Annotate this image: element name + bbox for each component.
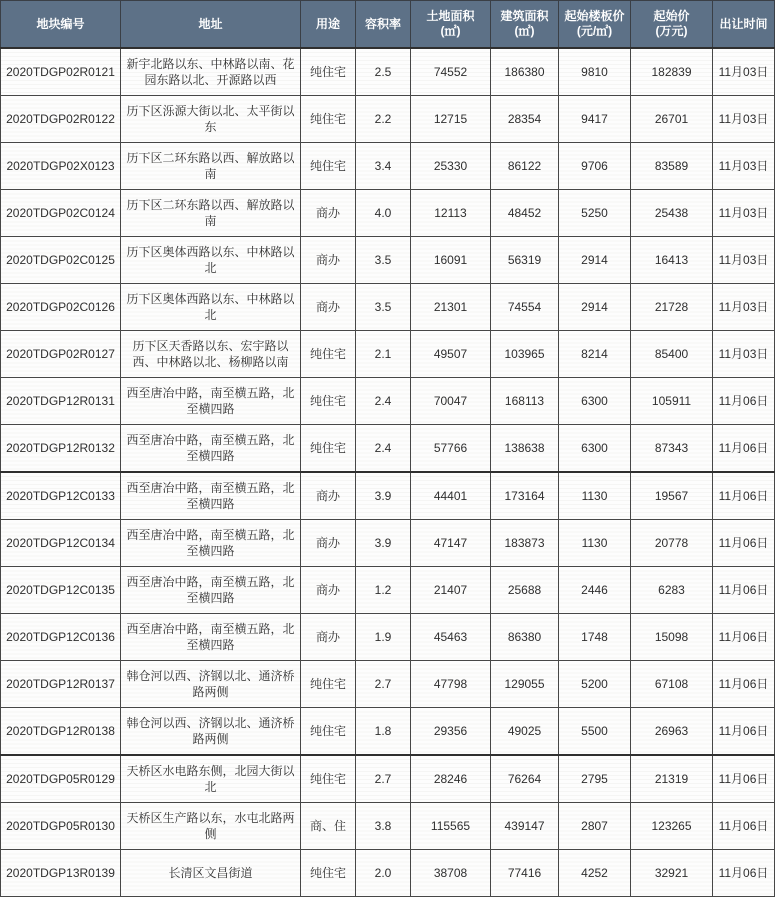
column-header-plot_ratio bbox=[356, 1, 411, 49]
cell-use: 纯住宅 bbox=[301, 331, 356, 378]
column-header-label: 土地面积 bbox=[426, 9, 475, 23]
cell-parcel_id: 2020TDGP02R0121 bbox=[1, 48, 121, 96]
table-row bbox=[1, 708, 775, 756]
cell-start_price: 26701 bbox=[631, 96, 713, 143]
cell-sale_date: 11月06日 bbox=[713, 708, 775, 756]
cell-build_area: 49025 bbox=[491, 708, 559, 756]
cell-build_area: 76264 bbox=[491, 755, 559, 803]
cell-land_area: 21301 bbox=[411, 284, 491, 331]
cell-floor_price: 1130 bbox=[559, 472, 631, 520]
cell-use: 商、住 bbox=[301, 803, 356, 850]
cell-plot_ratio: 1.9 bbox=[356, 614, 411, 661]
cell-sale_date: 11月06日 bbox=[713, 850, 775, 897]
cell-parcel_id: 2020TDGP12C0135 bbox=[1, 567, 121, 614]
cell-build_area: 56319 bbox=[491, 237, 559, 284]
cell-start_price: 16413 bbox=[631, 237, 713, 284]
cell-build_area: 183873 bbox=[491, 520, 559, 567]
cell-use: 商办 bbox=[301, 237, 356, 284]
cell-plot_ratio: 3.5 bbox=[356, 284, 411, 331]
table-row bbox=[1, 755, 775, 803]
cell-build_area: 439147 bbox=[491, 803, 559, 850]
cell-parcel_id: 2020TDGP12R0131 bbox=[1, 378, 121, 425]
cell-land_area: 45463 bbox=[411, 614, 491, 661]
cell-start_price: 25438 bbox=[631, 190, 713, 237]
cell-sale_date: 11月06日 bbox=[713, 472, 775, 520]
column-header-floor_price bbox=[559, 1, 631, 49]
cell-start_price: 20778 bbox=[631, 520, 713, 567]
cell-start_price: 105911 bbox=[631, 378, 713, 425]
table-row bbox=[1, 567, 775, 614]
cell-parcel_id: 2020TDGP12C0136 bbox=[1, 614, 121, 661]
cell-land_area: 115565 bbox=[411, 803, 491, 850]
cell-address: 天桥区生产路以东，水屯北路两侧 bbox=[121, 803, 301, 850]
cell-parcel_id: 2020TDGP02C0124 bbox=[1, 190, 121, 237]
cell-use: 商办 bbox=[301, 190, 356, 237]
cell-use: 纯住宅 bbox=[301, 755, 356, 803]
cell-plot_ratio: 3.9 bbox=[356, 520, 411, 567]
column-header-parcel_id bbox=[1, 1, 121, 49]
column-header-address bbox=[121, 1, 301, 49]
cell-start_price: 26963 bbox=[631, 708, 713, 756]
cell-floor_price: 1748 bbox=[559, 614, 631, 661]
table-row bbox=[1, 850, 775, 897]
cell-plot_ratio: 3.5 bbox=[356, 237, 411, 284]
cell-land_area: 28246 bbox=[411, 755, 491, 803]
table-body bbox=[1, 48, 775, 897]
column-header-label: 出让时间 bbox=[719, 16, 768, 31]
cell-sale_date: 11月06日 bbox=[713, 378, 775, 425]
table-row bbox=[1, 425, 775, 473]
table-row bbox=[1, 472, 775, 520]
cell-start_price: 6283 bbox=[631, 567, 713, 614]
table-row bbox=[1, 614, 775, 661]
cell-use: 商办 bbox=[301, 614, 356, 661]
cell-use: 纯住宅 bbox=[301, 661, 356, 708]
cell-floor_price: 9417 bbox=[559, 96, 631, 143]
column-header-unit: (㎡) bbox=[440, 24, 461, 38]
column-header-label: 起始楼板价 bbox=[564, 9, 625, 23]
cell-build_area: 28354 bbox=[491, 96, 559, 143]
cell-build_area: 25688 bbox=[491, 567, 559, 614]
cell-start_price: 67108 bbox=[631, 661, 713, 708]
cell-plot_ratio: 2.7 bbox=[356, 661, 411, 708]
table-row bbox=[1, 284, 775, 331]
cell-use: 纯住宅 bbox=[301, 378, 356, 425]
cell-plot_ratio: 2.5 bbox=[356, 48, 411, 96]
cell-land_area: 70047 bbox=[411, 378, 491, 425]
table-row bbox=[1, 803, 775, 850]
cell-sale_date: 11月03日 bbox=[713, 48, 775, 96]
table-row bbox=[1, 331, 775, 378]
cell-land_area: 74552 bbox=[411, 48, 491, 96]
cell-sale_date: 11月03日 bbox=[713, 284, 775, 331]
cell-floor_price: 2795 bbox=[559, 755, 631, 803]
cell-start_price: 83589 bbox=[631, 143, 713, 190]
cell-plot_ratio: 4.0 bbox=[356, 190, 411, 237]
cell-sale_date: 11月03日 bbox=[713, 237, 775, 284]
cell-sale_date: 11月06日 bbox=[713, 520, 775, 567]
cell-address: 西至唐冶中路，南至横五路，北至横四路 bbox=[121, 520, 301, 567]
cell-parcel_id: 2020TDGP13R0139 bbox=[1, 850, 121, 897]
cell-start_price: 85400 bbox=[631, 331, 713, 378]
cell-use: 纯住宅 bbox=[301, 48, 356, 96]
cell-parcel_id: 2020TDGP02R0122 bbox=[1, 96, 121, 143]
header-row bbox=[1, 1, 775, 49]
cell-use: 纯住宅 bbox=[301, 425, 356, 473]
column-header-start_price bbox=[631, 1, 713, 49]
cell-parcel_id: 2020TDGP12R0137 bbox=[1, 661, 121, 708]
cell-start_price: 15098 bbox=[631, 614, 713, 661]
cell-parcel_id: 2020TDGP02R0127 bbox=[1, 331, 121, 378]
cell-floor_price: 2807 bbox=[559, 803, 631, 850]
cell-parcel_id: 2020TDGP05R0130 bbox=[1, 803, 121, 850]
cell-floor_price: 2914 bbox=[559, 237, 631, 284]
cell-build_area: 186380 bbox=[491, 48, 559, 96]
cell-address: 历下区二环东路以西、解放路以南 bbox=[121, 143, 301, 190]
cell-floor_price: 2446 bbox=[559, 567, 631, 614]
cell-land_area: 49507 bbox=[411, 331, 491, 378]
cell-address: 历下区泺源大街以北、太平街以东 bbox=[121, 96, 301, 143]
cell-use: 商办 bbox=[301, 520, 356, 567]
table-row bbox=[1, 48, 775, 96]
cell-address: 历下区天香路以东、宏宇路以西、中林路以北、杨柳路以南 bbox=[121, 331, 301, 378]
column-header-label: 建筑面积 bbox=[500, 9, 549, 23]
cell-address: 新宇北路以东、中林路以南、花园东路以北、开源路以西 bbox=[121, 48, 301, 96]
column-header-use bbox=[301, 1, 356, 49]
cell-start_price: 123265 bbox=[631, 803, 713, 850]
column-header-label: 用途 bbox=[315, 16, 340, 31]
cell-sale_date: 11月06日 bbox=[713, 755, 775, 803]
column-header-sale_date bbox=[713, 1, 775, 49]
table-row bbox=[1, 190, 775, 237]
cell-land_area: 47798 bbox=[411, 661, 491, 708]
cell-plot_ratio: 3.4 bbox=[356, 143, 411, 190]
cell-start_price: 19567 bbox=[631, 472, 713, 520]
column-header-label: 地块编号 bbox=[36, 16, 85, 31]
cell-land_area: 12113 bbox=[411, 190, 491, 237]
table-row bbox=[1, 237, 775, 284]
cell-sale_date: 11月03日 bbox=[713, 96, 775, 143]
table-row bbox=[1, 661, 775, 708]
cell-build_area: 86380 bbox=[491, 614, 559, 661]
table-row bbox=[1, 378, 775, 425]
table-row bbox=[1, 143, 775, 190]
cell-parcel_id: 2020TDGP02X0123 bbox=[1, 143, 121, 190]
cell-build_area: 138638 bbox=[491, 425, 559, 473]
cell-address: 历下区二环东路以西、解放路以南 bbox=[121, 190, 301, 237]
cell-parcel_id: 2020TDGP12C0133 bbox=[1, 472, 121, 520]
cell-address: 韩仓河以西、济钢以北、通济桥路两侧 bbox=[121, 708, 301, 756]
cell-plot_ratio: 2.4 bbox=[356, 378, 411, 425]
cell-use: 商办 bbox=[301, 567, 356, 614]
cell-address: 韩仓河以西、济钢以北、通济桥路两侧 bbox=[121, 661, 301, 708]
column-header-label: 起始价 bbox=[653, 9, 690, 23]
table-row bbox=[1, 96, 775, 143]
table-header bbox=[1, 1, 775, 49]
cell-start_price: 21728 bbox=[631, 284, 713, 331]
cell-sale_date: 11月06日 bbox=[713, 614, 775, 661]
cell-land_area: 29356 bbox=[411, 708, 491, 756]
cell-address: 天桥区水电路东侧，北园大街以北 bbox=[121, 755, 301, 803]
cell-parcel_id: 2020TDGP02C0125 bbox=[1, 237, 121, 284]
table-row bbox=[1, 520, 775, 567]
column-header-land_area bbox=[411, 1, 491, 49]
cell-build_area: 48452 bbox=[491, 190, 559, 237]
cell-use: 纯住宅 bbox=[301, 708, 356, 756]
cell-plot_ratio: 1.2 bbox=[356, 567, 411, 614]
cell-use: 商办 bbox=[301, 472, 356, 520]
cell-floor_price: 8214 bbox=[559, 331, 631, 378]
cell-sale_date: 11月03日 bbox=[713, 331, 775, 378]
cell-build_area: 103965 bbox=[491, 331, 559, 378]
cell-build_area: 74554 bbox=[491, 284, 559, 331]
cell-floor_price: 4252 bbox=[559, 850, 631, 897]
cell-floor_price: 9706 bbox=[559, 143, 631, 190]
cell-land_area: 38708 bbox=[411, 850, 491, 897]
cell-sale_date: 11月06日 bbox=[713, 803, 775, 850]
cell-use: 纯住宅 bbox=[301, 96, 356, 143]
cell-build_area: 173164 bbox=[491, 472, 559, 520]
cell-plot_ratio: 2.1 bbox=[356, 331, 411, 378]
cell-address: 西至唐冶中路，南至横五路，北至横四路 bbox=[121, 378, 301, 425]
cell-build_area: 129055 bbox=[491, 661, 559, 708]
cell-sale_date: 11月03日 bbox=[713, 143, 775, 190]
cell-floor_price: 5250 bbox=[559, 190, 631, 237]
cell-address: 西至唐冶中路，南至横五路，北至横四路 bbox=[121, 567, 301, 614]
cell-floor_price: 9810 bbox=[559, 48, 631, 96]
cell-land_area: 25330 bbox=[411, 143, 491, 190]
cell-parcel_id: 2020TDGP12R0132 bbox=[1, 425, 121, 473]
column-header-label: 地址 bbox=[198, 16, 223, 31]
cell-address: 历下区奥体西路以东、中林路以北 bbox=[121, 237, 301, 284]
cell-build_area: 77416 bbox=[491, 850, 559, 897]
column-header-unit: (万元) bbox=[655, 24, 688, 38]
cell-land_area: 16091 bbox=[411, 237, 491, 284]
cell-floor_price: 6300 bbox=[559, 425, 631, 473]
cell-plot_ratio: 2.7 bbox=[356, 755, 411, 803]
cell-use: 纯住宅 bbox=[301, 850, 356, 897]
cell-floor_price: 1130 bbox=[559, 520, 631, 567]
cell-address: 历下区奥体西路以东、中林路以北 bbox=[121, 284, 301, 331]
cell-plot_ratio: 2.0 bbox=[356, 850, 411, 897]
cell-land_area: 57766 bbox=[411, 425, 491, 473]
cell-sale_date: 11月06日 bbox=[713, 661, 775, 708]
cell-plot_ratio: 3.8 bbox=[356, 803, 411, 850]
cell-use: 商办 bbox=[301, 284, 356, 331]
cell-plot_ratio: 3.9 bbox=[356, 472, 411, 520]
cell-use: 纯住宅 bbox=[301, 143, 356, 190]
cell-land_area: 21407 bbox=[411, 567, 491, 614]
cell-plot_ratio: 1.8 bbox=[356, 708, 411, 756]
cell-address: 西至唐冶中路，南至横五路，北至横四路 bbox=[121, 614, 301, 661]
column-header-label: 容积率 bbox=[364, 16, 401, 31]
cell-address: 长清区文昌街道 bbox=[121, 850, 301, 897]
cell-start_price: 182839 bbox=[631, 48, 713, 96]
cell-parcel_id: 2020TDGP12C0134 bbox=[1, 520, 121, 567]
cell-sale_date: 11月06日 bbox=[713, 425, 775, 473]
column-header-unit: (元/㎡) bbox=[576, 24, 613, 38]
cell-start_price: 21319 bbox=[631, 755, 713, 803]
cell-plot_ratio: 2.4 bbox=[356, 425, 411, 473]
cell-floor_price: 5200 bbox=[559, 661, 631, 708]
cell-address: 西至唐冶中路，南至横五路，北至横四路 bbox=[121, 472, 301, 520]
cell-parcel_id: 2020TDGP12R0138 bbox=[1, 708, 121, 756]
cell-start_price: 87343 bbox=[631, 425, 713, 473]
cell-build_area: 168113 bbox=[491, 378, 559, 425]
cell-land_area: 12715 bbox=[411, 96, 491, 143]
column-header-build_area bbox=[491, 1, 559, 49]
cell-floor_price: 2914 bbox=[559, 284, 631, 331]
cell-parcel_id: 2020TDGP05R0129 bbox=[1, 755, 121, 803]
cell-build_area: 86122 bbox=[491, 143, 559, 190]
cell-land_area: 44401 bbox=[411, 472, 491, 520]
cell-sale_date: 11月03日 bbox=[713, 190, 775, 237]
cell-sale_date: 11月06日 bbox=[713, 567, 775, 614]
cell-floor_price: 5500 bbox=[559, 708, 631, 756]
cell-land_area: 47147 bbox=[411, 520, 491, 567]
column-header-unit: (㎡) bbox=[514, 24, 535, 38]
cell-parcel_id: 2020TDGP02C0126 bbox=[1, 284, 121, 331]
cell-address: 西至唐冶中路，南至横五路，北至横四路 bbox=[121, 425, 301, 473]
cell-floor_price: 6300 bbox=[559, 378, 631, 425]
cell-start_price: 32921 bbox=[631, 850, 713, 897]
cell-plot_ratio: 2.2 bbox=[356, 96, 411, 143]
